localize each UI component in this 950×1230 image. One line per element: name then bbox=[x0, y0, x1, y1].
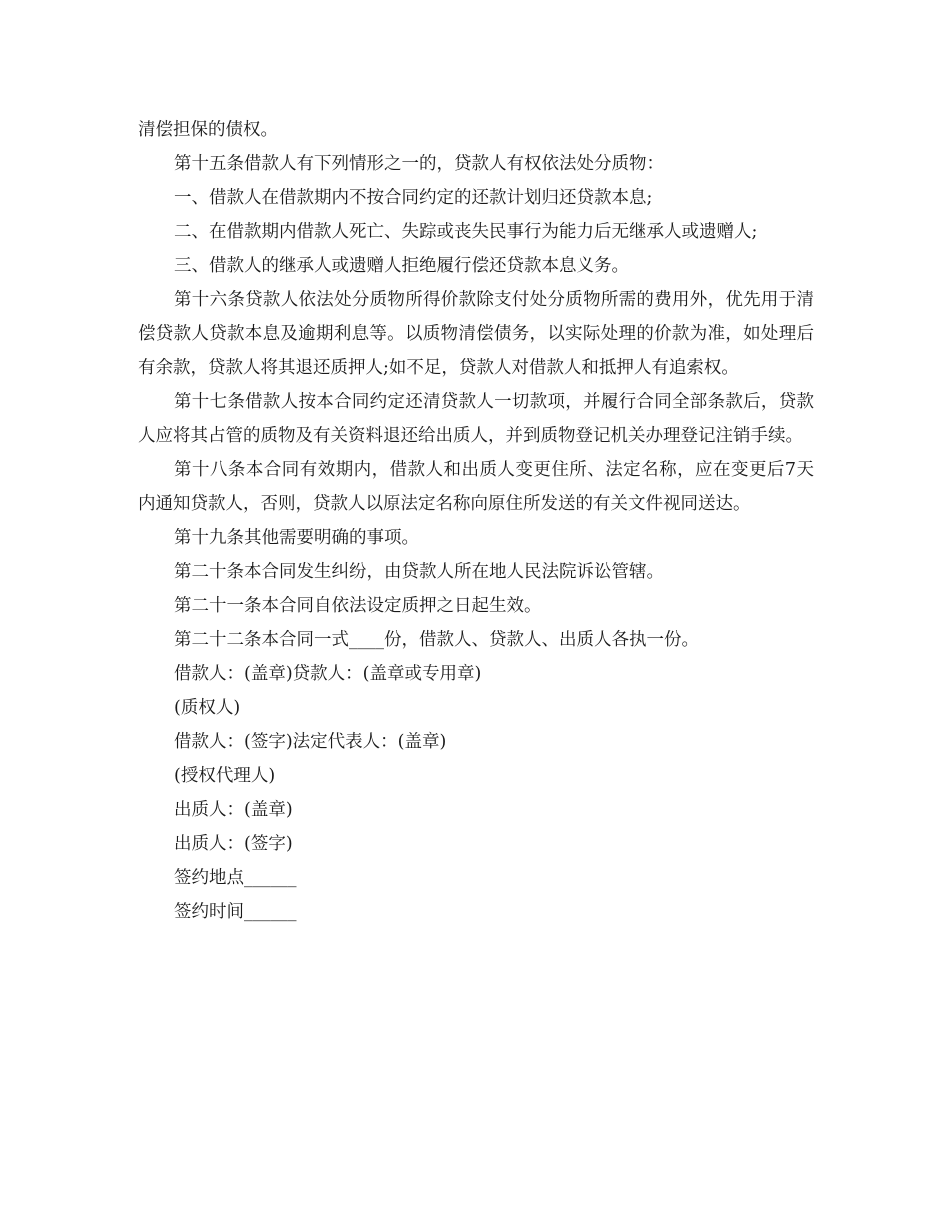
signature-pledgee-note: (质权人) bbox=[174, 698, 241, 718]
signing-time: 签约时间______ bbox=[174, 902, 297, 922]
document-body bbox=[138, 113, 814, 929]
clause-15-item-3: 三、借款人的继承人或遗赠人拒绝履行偿还贷款本息义务。 bbox=[174, 256, 629, 276]
clause-18: 第十八条本合同有效期内，借款人和出质人变更住所、法定名称，应在变更后7天内通知贷款人，否则，贷款人以原法定名称向原住所发送的有关文件视同送达。 bbox=[138, 460, 814, 514]
signing-place: 签约地点______ bbox=[174, 868, 297, 888]
clause-15: 第十五条借款人有下列情形之一的，贷款人有权依法处分质物： bbox=[174, 154, 664, 174]
clause-15-item-2: 二、在借款期内借款人死亡、失踪或丧失民事行为能力后无继承人或遗赠人; bbox=[174, 222, 758, 242]
signature-block bbox=[138, 657, 814, 929]
clause-22: 第二十二条本合同一式____份，借款人、贷款人、出质人各执一份。 bbox=[174, 630, 699, 650]
clause-21: 第二十一条本合同自依法设定质押之日起生效。 bbox=[174, 596, 542, 616]
clause-16: 第十六条贷款人依法处分质物所得价款除支付处分质物所需的费用外，优先用于清偿贷款人贷款本息及逾期利息等。以质物清偿债务，以实际处理的价款为准，如处理后有余款，贷款人将其退还质押人;如不足，贷款人对借款人和抵押人有追索权。 bbox=[138, 290, 814, 378]
signature-pledgor-seal: 出质人：(盖章) bbox=[174, 800, 293, 820]
clause-20: 第二十条本合同发生纠纷，由贷款人所在地人民法院诉讼管辖。 bbox=[174, 562, 664, 582]
signature-borrower-representative: 借款人：(签字)法定代表人：(盖章) bbox=[174, 732, 447, 752]
signature-authorized-agent-note: (授权代理人) bbox=[174, 766, 276, 786]
signature-borrower-lender-seal: 借款人：(盖章)贷款人：(盖章或专用章) bbox=[174, 664, 482, 684]
clause-continuation: 清偿担保的债权。 bbox=[138, 120, 278, 140]
clause-15-item-1: 一、借款人在借款期内不按合同约定的还款计划归还贷款本息; bbox=[174, 188, 653, 208]
signature-pledgor-sign: 出质人：(签字) bbox=[174, 834, 293, 854]
clause-19: 第十九条其他需要明确的事项。 bbox=[174, 528, 419, 548]
clause-17: 第十七条借款人按本合同约定还清贷款人一切款项，并履行合同全部条款后，贷款人应将其占管的质物及有关资料退还给出质人，并到质物登记机关办理登记注销手续。 bbox=[138, 392, 814, 446]
